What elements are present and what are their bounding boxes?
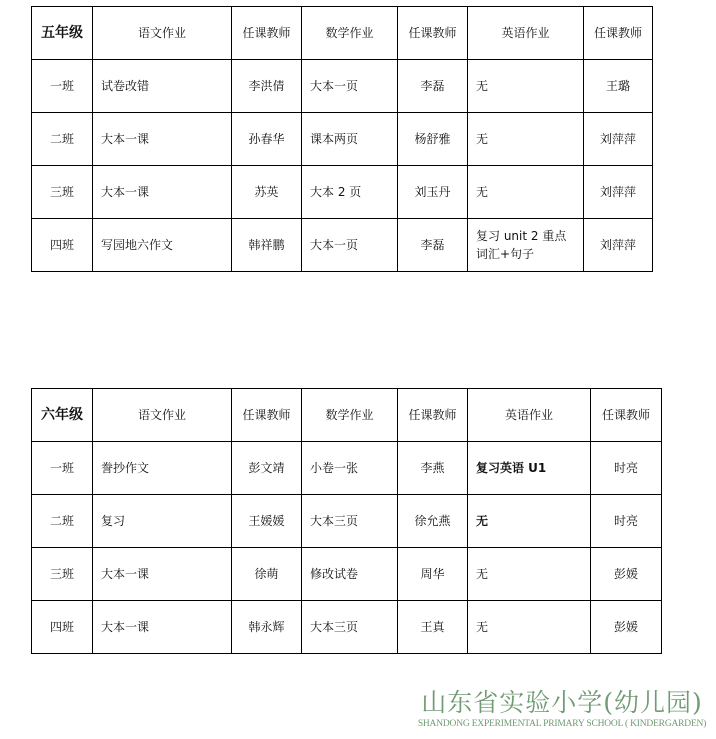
- english-homework-cell: 无: [468, 495, 591, 548]
- teacher-cell: 李磊: [398, 219, 468, 272]
- table-header-row: [32, 389, 662, 442]
- teacher-cell: 韩祥鹏: [232, 219, 302, 272]
- header-teacher: 任课教师: [398, 7, 468, 60]
- chinese-homework-cell: 大本一课: [93, 166, 232, 219]
- header-chinese: 语文作业: [93, 389, 232, 442]
- table-row: [32, 113, 653, 166]
- teacher-cell: 苏英: [232, 166, 302, 219]
- teacher-cell: 周华: [398, 548, 468, 601]
- class-cell: 二班: [32, 113, 93, 166]
- grade-label: 五年级: [32, 7, 93, 60]
- table-row: [32, 548, 662, 601]
- teacher-cell: 刘玉丹: [398, 166, 468, 219]
- english-homework-cell: 无: [468, 113, 584, 166]
- english-homework-cell: 无: [468, 601, 591, 654]
- header-teacher: 任课教师: [398, 389, 468, 442]
- math-homework-cell: 修改试卷: [302, 548, 398, 601]
- english-homework-cell: 复习英语 U1: [468, 442, 591, 495]
- table-row: [32, 495, 662, 548]
- table-row: [32, 60, 653, 113]
- header-teacher: 任课教师: [584, 7, 653, 60]
- teacher-cell: 王媛媛: [232, 495, 302, 548]
- english-homework-cell: 无: [468, 548, 591, 601]
- chinese-homework-cell: 大本一课: [93, 548, 232, 601]
- teacher-cell: 时亮: [591, 442, 662, 495]
- header-english: 英语作业: [468, 389, 591, 442]
- teacher-cell: 孙春华: [232, 113, 302, 166]
- teacher-cell: 彭文靖: [232, 442, 302, 495]
- teacher-cell: 时亮: [591, 495, 662, 548]
- header-teacher: 任课教师: [591, 389, 662, 442]
- teacher-cell: 刘萍萍: [584, 219, 653, 272]
- teacher-cell: 王真: [398, 601, 468, 654]
- chinese-homework-cell: 誊抄作文: [93, 442, 232, 495]
- class-cell: 三班: [32, 166, 93, 219]
- table-row: [32, 166, 653, 219]
- school-logo: [414, 688, 710, 730]
- class-cell: 二班: [32, 495, 93, 548]
- chinese-homework-cell: 大本一课: [93, 113, 232, 166]
- math-homework-cell: 大本三页: [302, 495, 398, 548]
- class-cell: 四班: [32, 601, 93, 654]
- teacher-cell: 彭媛: [591, 548, 662, 601]
- teacher-cell: 杨舒雅: [398, 113, 468, 166]
- header-teacher: 任课教师: [232, 389, 302, 442]
- math-homework-cell: 课本两页: [302, 113, 398, 166]
- grade6-homework-table: [31, 388, 662, 654]
- grade5-homework-table: [31, 6, 653, 272]
- math-homework-cell: 大本三页: [302, 601, 398, 654]
- school-name-english: SHANDONG EXPERIMENTAL PRIMARY SCHOOL ( KINDERGARDEN): [417, 719, 707, 729]
- english-homework-cell: 无: [468, 166, 584, 219]
- table-row: [32, 219, 653, 272]
- teacher-cell: 韩永辉: [232, 601, 302, 654]
- table-header-row: [32, 7, 653, 60]
- header-chinese: 语文作业: [93, 7, 232, 60]
- class-cell: 三班: [32, 548, 93, 601]
- header-teacher: 任课教师: [232, 7, 302, 60]
- teacher-cell: 李燕: [398, 442, 468, 495]
- class-cell: 一班: [32, 442, 93, 495]
- chinese-homework-cell: 复习: [93, 495, 232, 548]
- school-name-chinese: 山东省实验小学(幼儿园): [421, 688, 703, 717]
- header-english: 英语作业: [468, 7, 584, 60]
- teacher-cell: 彭媛: [591, 601, 662, 654]
- chinese-homework-cell: 试卷改错: [93, 60, 232, 113]
- teacher-cell: 李磊: [398, 60, 468, 113]
- english-homework-cell: 复习 unit 2 重点词汇+句子: [468, 219, 584, 272]
- math-homework-cell: 大本一页: [302, 219, 398, 272]
- class-cell: 四班: [32, 219, 93, 272]
- header-math: 数学作业: [302, 7, 398, 60]
- english-homework-cell: 无: [468, 60, 584, 113]
- teacher-cell: 刘萍萍: [584, 166, 653, 219]
- header-math: 数学作业: [302, 389, 398, 442]
- math-homework-cell: 小卷一张: [302, 442, 398, 495]
- class-cell: 一班: [32, 60, 93, 113]
- chinese-homework-cell: 大本一课: [93, 601, 232, 654]
- teacher-cell: 王璐: [584, 60, 653, 113]
- chinese-homework-cell: 写园地六作文: [93, 219, 232, 272]
- teacher-cell: 李洪倩: [232, 60, 302, 113]
- table-row: [32, 442, 662, 495]
- grade-label: 六年级: [32, 389, 93, 442]
- teacher-cell: 刘萍萍: [584, 113, 653, 166]
- teacher-cell: 徐萌: [232, 548, 302, 601]
- teacher-cell: 徐允燕: [398, 495, 468, 548]
- math-homework-cell: 大本一页: [302, 60, 398, 113]
- math-homework-cell: 大本 2 页: [302, 166, 398, 219]
- table-row: [32, 601, 662, 654]
